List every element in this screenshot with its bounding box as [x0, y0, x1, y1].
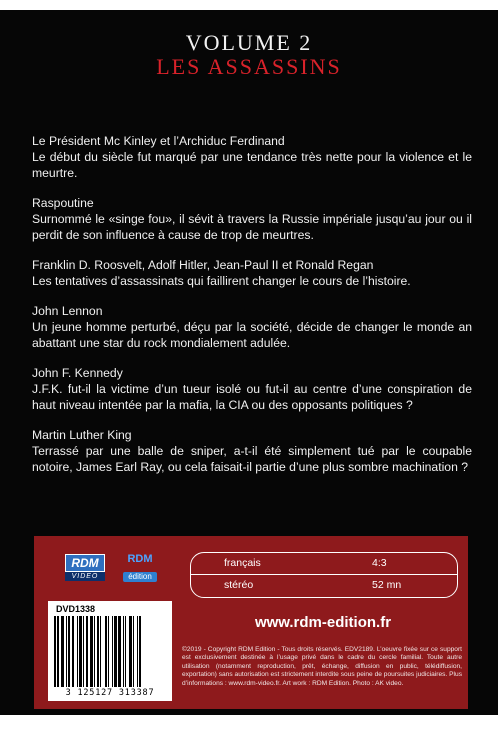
episode-title: Martin Luther King — [32, 428, 132, 442]
barcode-bar — [54, 616, 56, 687]
episode-description: Un jeune homme perturbé, déçu par la société, décide de changer le monde an abattant une star du rock mondialement adulée. — [32, 320, 472, 350]
episode-section — [32, 195, 472, 243]
barcode-bar — [105, 616, 107, 687]
rdm-video-logo — [65, 554, 105, 580]
episode-section — [32, 365, 472, 413]
ean-number: 3 125127 313387 — [65, 688, 155, 698]
barcode-bar — [61, 616, 64, 687]
aspect-ratio-value: 4:3 — [372, 557, 387, 569]
episode-section — [32, 303, 472, 351]
barcode-bar — [133, 616, 134, 687]
barcode-bar — [125, 616, 126, 687]
rdm-edition-logo-bottom: édition — [123, 572, 157, 582]
barcode-bar — [123, 616, 124, 687]
episode-section — [32, 427, 472, 475]
episode-title: John F. Kennedy — [32, 366, 123, 380]
episode-description: Terrassé par une balle de sniper, a-t-il été simplement tué par le coupable notoire, James Earl Ray, ou cela faisait-il partie d’une plus sombre machination ? — [32, 444, 472, 474]
barcode-bar — [94, 616, 95, 687]
episode-title: Le Président Mc Kinley et l’Archiduc Ferdinand — [32, 134, 285, 148]
rdm-edition-logo — [118, 553, 162, 579]
barcode-bar — [97, 616, 99, 687]
episode-description: Surnommé le «singe fou», il sévit à travers la Russie impériale jusqu’au jour ou il perdit de son influence à cause de trop de meurtres. — [32, 212, 472, 242]
rdm-video-logo-bottom: VIDEO — [65, 572, 105, 581]
audio-value: stéréo — [224, 579, 254, 591]
specs-row — [191, 553, 457, 575]
specs-row — [191, 575, 457, 596]
barcode-bar — [66, 616, 67, 687]
back-cover — [0, 10, 498, 715]
tech-specs-box — [190, 552, 458, 598]
barcode-bar — [139, 616, 141, 687]
episode-section — [32, 133, 472, 181]
barcode-bar — [118, 616, 120, 687]
episode-description: Les tentatives d’assassinats qui faillirent changer le cours de l’histoire. — [32, 274, 411, 288]
barcode-bar — [90, 616, 93, 687]
barcode-bar — [112, 616, 113, 687]
episode-section — [32, 257, 472, 289]
language-value: français — [224, 557, 261, 569]
rdm-video-logo-top: RDM — [65, 554, 105, 572]
episode-list — [32, 133, 472, 489]
volume-title: VOLUME 2 — [185, 30, 313, 55]
rdm-edition-logo-top: RDM — [127, 553, 153, 565]
legal-notice: ©2019 - Copyright RDM Edition - Tous droits réservés. EDV2189. L’oeuvre fixée sur ce support est exclusivement destinée à l’usage privé dans le cadre du cercle familial. Toute autre utilisation (notamment reproduction, prêt, échange, diffusion en public, télédiffusion, exportation) sans autorisation est strictement interdite sous peine de poursuites judiciaires. Plus d’informations : www.rdm-video.fr. Art work : RDM Edition. Photo : AK video. — [182, 646, 462, 687]
barcode-image — [54, 616, 166, 687]
barcode-bar — [108, 616, 109, 687]
barcode-bar — [72, 616, 73, 687]
barcode-bar — [79, 616, 81, 687]
website-url: www.rdm-edition.fr — [254, 614, 392, 631]
episode-description: J.F.K. fut-il la victime d’un tueur isolé ou fut-il au centre d’une conspiration de haut niveau intentée par la mafia, la CIA ou des opposants politiques ? — [32, 382, 472, 412]
barcode-bar — [129, 616, 132, 687]
duration-value: 52 mn — [372, 579, 402, 591]
episode-description: Le début du siècle fut marqué par une tendance très nette pour la violence et le meurtre. — [32, 150, 472, 180]
barcode-bar — [86, 616, 88, 687]
barcode-bar — [114, 616, 117, 687]
barcode-bar — [68, 616, 70, 687]
barcode-bar — [137, 616, 138, 687]
dvd-code: DVD1338 — [56, 604, 96, 614]
episode-title: Franklin D. Roosvelt, Adolf Hitler, Jean-Paul II et Ronald Regan — [32, 258, 374, 272]
barcode-bar — [77, 616, 78, 687]
barcode-label — [48, 601, 172, 701]
barcode-bar — [57, 616, 58, 687]
series-subtitle: LES ASSASSINS — [156, 54, 342, 79]
info-panel — [34, 536, 468, 709]
episode-title: John Lennon — [32, 304, 103, 318]
barcode-bar — [100, 616, 101, 687]
episode-title: Raspoutine — [32, 196, 94, 210]
barcode-bar — [83, 616, 84, 687]
